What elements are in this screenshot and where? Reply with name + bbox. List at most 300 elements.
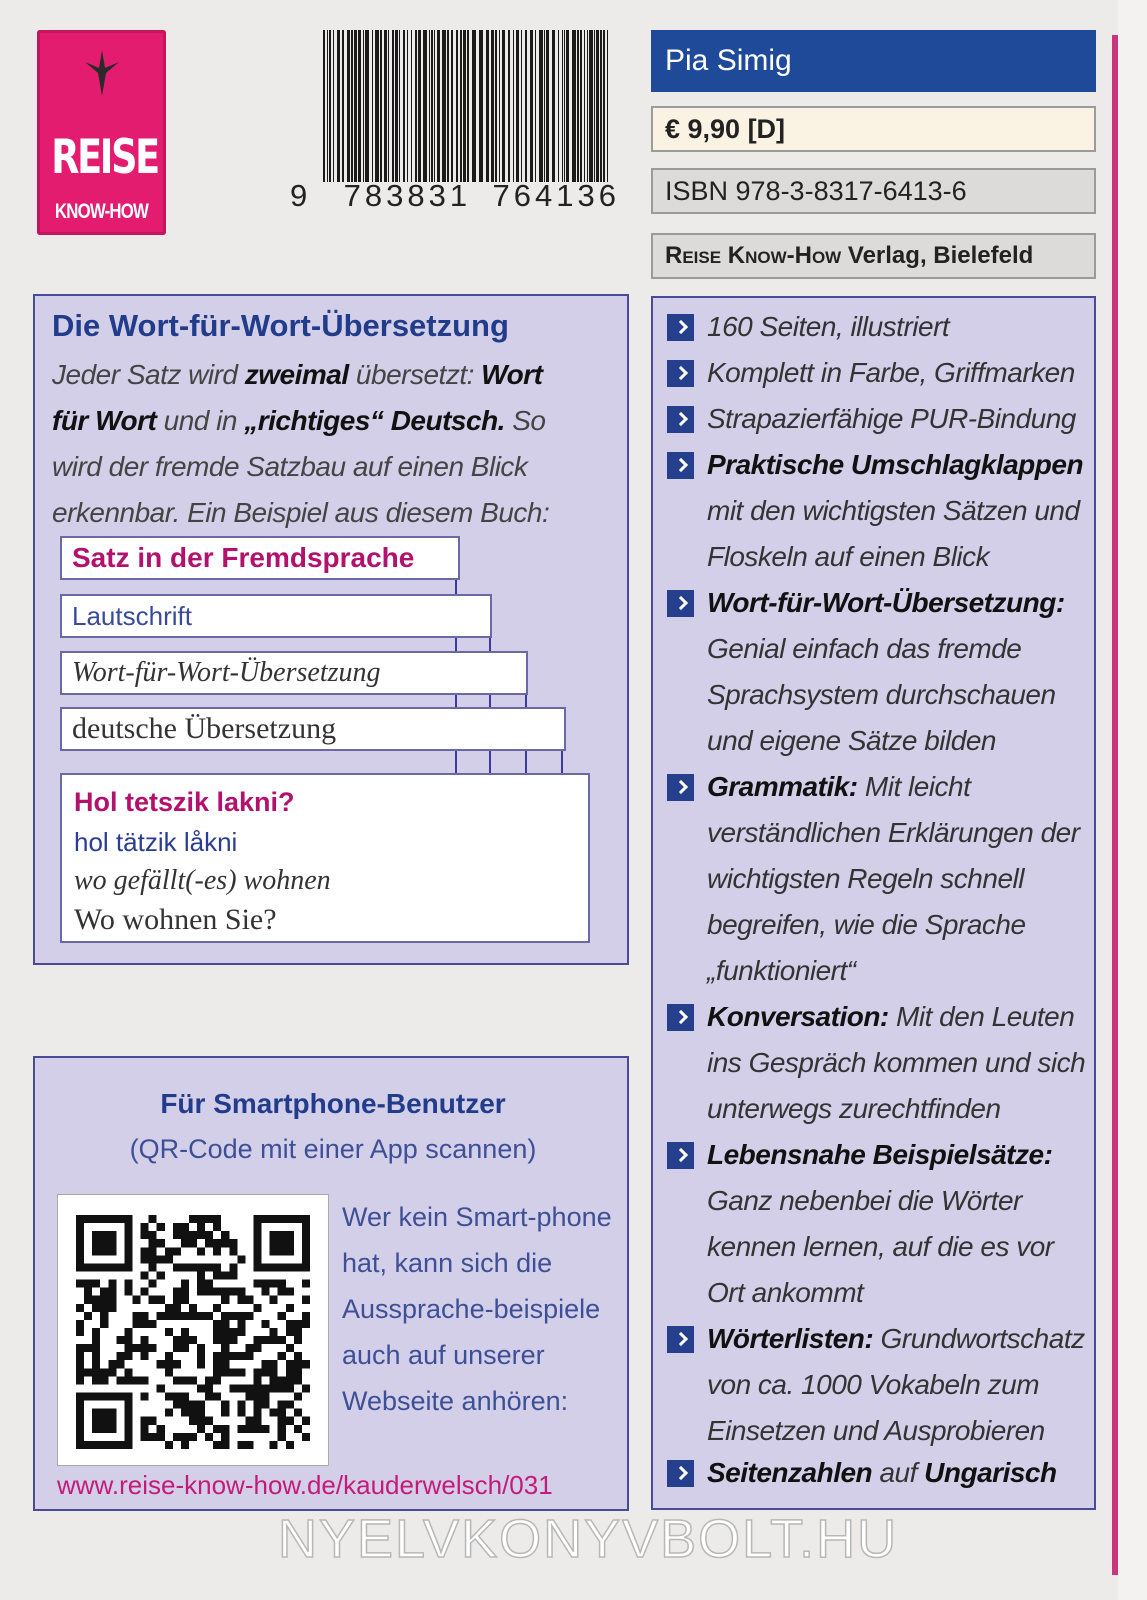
- qr-module: [76, 1255, 84, 1263]
- qr-module: [189, 1376, 197, 1384]
- qr-module: [173, 1304, 181, 1312]
- qr-module: [245, 1417, 253, 1425]
- qr-module: [278, 1384, 286, 1392]
- price: € 9,90 [D]: [665, 113, 786, 144]
- qr-module: [254, 1215, 262, 1223]
- qr-module: [302, 1255, 310, 1263]
- qr-module: [84, 1368, 92, 1376]
- chevron-right-icon: [667, 1142, 694, 1169]
- qr-module: [270, 1336, 278, 1344]
- qr-module: [278, 1409, 286, 1417]
- qr-module: [213, 1223, 221, 1231]
- barcode-bar: [486, 30, 489, 182]
- qr-module: [197, 1263, 205, 1271]
- barcode-bar: [607, 30, 608, 182]
- qr-module: [197, 1223, 205, 1231]
- qr-module: [237, 1409, 245, 1417]
- qr-module: [108, 1304, 116, 1312]
- qr-module: [197, 1247, 205, 1255]
- barcode-bar: [572, 30, 576, 182]
- qr-module: [76, 1215, 84, 1223]
- qr-module: [229, 1247, 237, 1255]
- chevron-right-icon: [667, 590, 694, 617]
- qr-module: [294, 1336, 302, 1344]
- barcode-digits-left: 783831: [343, 178, 472, 213]
- barcode-bar: [552, 30, 555, 182]
- qr-module: [254, 1344, 262, 1352]
- qr-module: [278, 1288, 286, 1296]
- qr-module: [205, 1417, 213, 1425]
- qr-module: [205, 1384, 213, 1392]
- qr-module: [76, 1304, 84, 1312]
- qr-module: [278, 1352, 286, 1360]
- feature-list: [651, 296, 1096, 1510]
- qr-module: [100, 1304, 108, 1312]
- qr-module: [181, 1409, 189, 1417]
- qr-module: [294, 1425, 302, 1433]
- qr-module: [213, 1304, 221, 1312]
- qr-module: [173, 1288, 181, 1296]
- qr-module: [141, 1417, 149, 1425]
- barcode-bar: [596, 30, 599, 182]
- barcode-bar: [323, 30, 325, 182]
- qr-module: [302, 1312, 310, 1320]
- qr-module: [221, 1288, 229, 1296]
- qr-module: [124, 1344, 132, 1352]
- barcode-bar: [375, 30, 379, 182]
- qr-module: [108, 1409, 116, 1417]
- qr-module: [108, 1296, 116, 1304]
- qr-module: [229, 1368, 237, 1376]
- qr-module: [270, 1247, 278, 1255]
- qr-module: [254, 1368, 262, 1376]
- qr-module: [262, 1215, 270, 1223]
- qr-module: [108, 1368, 116, 1376]
- feature-text: Lebensnahe Beispielsätze: Ganz nebenbei die Wörter kennen lernen, auf die es vor Ort ankommt: [707, 1139, 1054, 1308]
- qr-module: [221, 1231, 229, 1239]
- qr-module: [132, 1344, 140, 1352]
- page-margin: [1118, 0, 1147, 1600]
- qr-module: [149, 1320, 157, 1328]
- qr-module: [213, 1393, 221, 1401]
- qr-module: [116, 1393, 124, 1401]
- qr-module: [76, 1263, 84, 1271]
- feature-emphasis: Wörterlisten:: [707, 1323, 874, 1354]
- barcode-bar: [456, 30, 458, 182]
- qr-module: [124, 1368, 132, 1376]
- qr-module: [262, 1393, 270, 1401]
- qr-module: [221, 1352, 229, 1360]
- qr-module: [213, 1288, 221, 1296]
- barcode-bar: [525, 30, 527, 182]
- qr-module: [197, 1384, 205, 1392]
- qr-module: [278, 1425, 286, 1433]
- qr-module: [197, 1417, 205, 1425]
- barcode-bar: [329, 30, 331, 182]
- qr-module: [294, 1352, 302, 1360]
- qr-module: [278, 1433, 286, 1441]
- qr-module: [157, 1360, 165, 1368]
- qr-module: [157, 1384, 165, 1392]
- qr-module: [181, 1393, 189, 1401]
- qr-module: [76, 1425, 84, 1433]
- feature-text: 160 Seiten, illustriert: [707, 311, 950, 342]
- qr-module: [181, 1312, 189, 1320]
- qr-module: [165, 1393, 173, 1401]
- feature-text: Wörterlisten: Grundwortschatz von ca. 1000 Vokabeln zum Einsetzen und Ausprobieren: [707, 1323, 1085, 1446]
- qr-module: [181, 1263, 189, 1271]
- barcode-bar: [407, 30, 408, 182]
- qr-module: [100, 1239, 108, 1247]
- qr-module: [262, 1320, 270, 1328]
- feature-item: [667, 396, 1092, 442]
- barcode-bar: [495, 30, 497, 182]
- chevron-right-icon: [667, 314, 694, 341]
- qr-module: [181, 1280, 189, 1288]
- feature-emphasis: Wort-für-Wort-Übersetzung:: [707, 587, 1065, 618]
- qr-module: [173, 1393, 181, 1401]
- qr-module: [108, 1393, 116, 1401]
- qr-module: [92, 1344, 100, 1352]
- qr-module: [262, 1401, 270, 1409]
- qr-module: [229, 1288, 237, 1296]
- chevron-right-icon: [667, 406, 694, 433]
- qr-module: [108, 1441, 116, 1449]
- qr-module: [237, 1255, 245, 1263]
- qr-module: [141, 1352, 149, 1360]
- barcode-bar: [351, 30, 353, 182]
- qr-module: [84, 1280, 92, 1288]
- feature-item: [667, 764, 1092, 994]
- example-foreign: Hol tetszik lakni?: [74, 787, 295, 817]
- qr-module: [189, 1231, 197, 1239]
- qr-module: [286, 1376, 294, 1384]
- qr-module: [181, 1401, 189, 1409]
- label-word-for-word: Wort-für-Wort-Übersetzung: [60, 651, 528, 695]
- qr-module: [173, 1433, 181, 1441]
- barcode-bar: [429, 30, 430, 182]
- qr-module: [262, 1368, 270, 1376]
- qr-module: [221, 1433, 229, 1441]
- qr-module: [294, 1215, 302, 1223]
- logo-line-2: KNOW-HOW: [54, 200, 149, 223]
- qr-module: [149, 1296, 157, 1304]
- qr-module: [278, 1263, 286, 1271]
- label-foreign-sentence: Satz in der Fremdsprache: [60, 536, 460, 580]
- qr-module: [157, 1425, 165, 1433]
- qr-module: [141, 1223, 149, 1231]
- publisher-location: Verlag, Bielefeld: [847, 242, 1034, 269]
- qr-module: [92, 1296, 100, 1304]
- qr-module: [237, 1296, 245, 1304]
- qr-module: [302, 1223, 310, 1231]
- qr-module: [124, 1401, 132, 1409]
- qr-module: [197, 1271, 205, 1279]
- qr-module: [181, 1223, 189, 1231]
- qr-module: [294, 1368, 302, 1376]
- qr-module: [108, 1280, 116, 1288]
- qr-module: [141, 1231, 149, 1239]
- qr-module: [76, 1344, 84, 1352]
- qr-module: [221, 1336, 229, 1344]
- qr-module: [157, 1296, 165, 1304]
- qr-module: [254, 1223, 262, 1231]
- qr-module: [124, 1263, 132, 1271]
- qr-module: [270, 1328, 278, 1336]
- qr-module: [286, 1247, 294, 1255]
- qr-module: [181, 1231, 189, 1239]
- barcode-bar: [411, 30, 412, 182]
- qr-module: [254, 1255, 262, 1263]
- barcode-bar: [463, 30, 466, 182]
- qr-module: [254, 1231, 262, 1239]
- qr-module: [294, 1263, 302, 1271]
- qr-module: [229, 1271, 237, 1279]
- qr-module: [76, 1320, 84, 1328]
- wfw-text-3: und in: [163, 405, 237, 436]
- qr-module: [165, 1360, 173, 1368]
- qr-module: [262, 1360, 270, 1368]
- website-link[interactable]: www.reise-know-how.de/kauderwelsch/031: [57, 1470, 553, 1500]
- qr-module: [205, 1263, 213, 1271]
- qr-module: [286, 1263, 294, 1271]
- qr-module: [132, 1320, 140, 1328]
- qr-module: [197, 1344, 205, 1352]
- qr-module: [100, 1320, 108, 1328]
- qr-module: [108, 1425, 116, 1433]
- qr-module: [294, 1376, 302, 1384]
- qr-module: [76, 1360, 84, 1368]
- qr-module: [108, 1247, 116, 1255]
- qr-module: [189, 1409, 197, 1417]
- qr-module: [92, 1336, 100, 1344]
- qr-module: [181, 1336, 189, 1344]
- wfw-text-emph-1: zweimal: [244, 359, 349, 390]
- qr-module: [229, 1328, 237, 1336]
- qr-module: [205, 1312, 213, 1320]
- barcode-digits-right: 764136: [492, 178, 620, 213]
- qr-module: [270, 1280, 278, 1288]
- qr-module: [108, 1417, 116, 1425]
- qr-module: [100, 1215, 108, 1223]
- qr-module: [221, 1425, 229, 1433]
- barcode-bar: [580, 30, 582, 182]
- chevron-right-icon: [667, 774, 694, 801]
- feature-text: Praktische Umschlagklappen mit den wichtigsten Sätzen und Floskeln auf einen Blick: [707, 449, 1084, 572]
- qr-module: [132, 1296, 140, 1304]
- qr-module: [108, 1288, 116, 1296]
- qr-module: [221, 1344, 229, 1352]
- qr-module: [157, 1271, 165, 1279]
- qr-module: [237, 1312, 245, 1320]
- smartphone-text: Wer kein Smart-phone hat, kann sich die Aussprache-beispiele auch auf unserer Webseite anhören:: [342, 1202, 612, 1416]
- barcode-bar: [347, 30, 350, 182]
- qr-module: [221, 1360, 229, 1368]
- barcode-bar: [562, 30, 563, 182]
- qr-module: [270, 1215, 278, 1223]
- qr-module: [92, 1304, 100, 1312]
- qr-module: [141, 1320, 149, 1328]
- qr-module: [262, 1384, 270, 1392]
- qr-module: [213, 1215, 221, 1223]
- qr-module: [286, 1384, 294, 1392]
- qr-module: [197, 1215, 205, 1223]
- feature-item: [667, 350, 1092, 396]
- qr-module: [141, 1255, 149, 1263]
- qr-module: [270, 1368, 278, 1376]
- qr-module: [149, 1255, 157, 1263]
- qr-module: [84, 1312, 92, 1320]
- watermark: NYELVKONYVBOLT.HU: [278, 1509, 899, 1569]
- publisher-logo: [37, 30, 166, 235]
- qr-module: [181, 1376, 189, 1384]
- qr-module: [124, 1409, 132, 1417]
- qr-module: [92, 1328, 100, 1336]
- qr-module: [270, 1263, 278, 1271]
- qr-module: [237, 1441, 245, 1449]
- qr-module: [254, 1393, 262, 1401]
- qr-module: [197, 1425, 205, 1433]
- qr-module: [254, 1247, 262, 1255]
- qr-module: [76, 1280, 84, 1288]
- qr-module: [197, 1231, 205, 1239]
- qr-module: [302, 1296, 310, 1304]
- qr-module: [141, 1312, 149, 1320]
- barcode-bar: [337, 30, 340, 182]
- qr-module: [278, 1376, 286, 1384]
- chevron-right-icon: [667, 1004, 694, 1031]
- qr-code[interactable]: [76, 1215, 310, 1449]
- qr-module: [173, 1312, 181, 1320]
- qr-module: [92, 1368, 100, 1376]
- qr-module: [197, 1352, 205, 1360]
- label-german-translation: deutsche Übersetzung: [60, 707, 566, 751]
- feature-item: [667, 1316, 1092, 1454]
- qr-module: [302, 1360, 310, 1368]
- feature-text: Seitenzahlen auf Ungarisch: [707, 1457, 1057, 1488]
- qr-module: [286, 1417, 294, 1425]
- feature-item: [667, 580, 1092, 764]
- barcode-bar: [395, 30, 398, 182]
- qr-module: [157, 1255, 165, 1263]
- qr-module: [221, 1320, 229, 1328]
- qr-module: [76, 1376, 84, 1384]
- qr-module: [76, 1441, 84, 1449]
- qr-module: [286, 1401, 294, 1409]
- qr-module: [245, 1296, 253, 1304]
- qr-module: [124, 1280, 132, 1288]
- barcode-bar: [388, 30, 389, 182]
- barcode-bar: [502, 30, 505, 182]
- barcode-bar: [418, 30, 421, 182]
- qr-module: [278, 1215, 286, 1223]
- ean-barcode: [323, 30, 611, 182]
- qr-module: [165, 1328, 173, 1336]
- qr-module: [173, 1263, 181, 1271]
- chevron-right-icon: [667, 360, 694, 387]
- qr-module: [100, 1288, 108, 1296]
- qr-module: [92, 1280, 100, 1288]
- price-box: [651, 106, 1096, 152]
- qr-module: [124, 1247, 132, 1255]
- qr-module: [76, 1239, 84, 1247]
- qr-module: [165, 1409, 173, 1417]
- qr-module: [76, 1417, 84, 1425]
- qr-module: [149, 1344, 157, 1352]
- qr-module: [84, 1393, 92, 1401]
- qr-module: [278, 1401, 286, 1409]
- barcode-bar: [587, 30, 588, 182]
- barcode-bar: [354, 30, 357, 182]
- barcode-bar: [516, 30, 519, 182]
- qr-module: [294, 1393, 302, 1401]
- qr-module: [116, 1352, 124, 1360]
- qr-module: [189, 1417, 197, 1425]
- feature-emphasis: Lebensnahe Beispielsätze:: [707, 1139, 1053, 1170]
- qr-module: [189, 1433, 197, 1441]
- qr-module: [189, 1401, 197, 1409]
- qr-module: [205, 1288, 213, 1296]
- qr-module: [92, 1425, 100, 1433]
- chevron-right-icon: [667, 452, 694, 479]
- qr-module: [124, 1425, 132, 1433]
- smartphone-title: Für Smartphone-Benutzer: [160, 1088, 506, 1119]
- qr-module: [270, 1360, 278, 1368]
- barcode-bar: [333, 30, 334, 182]
- qr-module: [108, 1360, 116, 1368]
- wfw-text-4: So wird der fremde Satzbau auf einen Blick erkennbar. Ein Beispiel aus diesem Buch:: [52, 405, 550, 528]
- qr-module: [237, 1328, 245, 1336]
- qr-module: [124, 1417, 132, 1425]
- qr-module: [286, 1239, 294, 1247]
- qr-module: [205, 1393, 213, 1401]
- qr-module: [221, 1328, 229, 1336]
- qr-module: [108, 1231, 116, 1239]
- barcode-bar: [546, 30, 549, 182]
- qr-module: [213, 1239, 221, 1247]
- qr-module: [197, 1288, 205, 1296]
- qr-module: [76, 1223, 84, 1231]
- wfw-description: [52, 352, 572, 536]
- qr-module: [173, 1376, 181, 1384]
- qr-module: [213, 1336, 221, 1344]
- qr-module: [278, 1239, 286, 1247]
- qr-module: [173, 1231, 181, 1239]
- qr-module: [270, 1409, 278, 1417]
- qr-module: [157, 1433, 165, 1441]
- feature-item: [667, 994, 1092, 1132]
- qr-module: [213, 1441, 221, 1449]
- barcode-digit-lead: 9: [290, 178, 309, 213]
- qr-module: [132, 1312, 140, 1320]
- qr-module: [92, 1417, 100, 1425]
- qr-module: [124, 1255, 132, 1263]
- qr-module: [149, 1433, 157, 1441]
- barcode-bar: [584, 30, 585, 182]
- barcode-bar: [600, 30, 602, 182]
- example-word-for-word: wo gefällt(-es) wohnen: [74, 865, 331, 896]
- barcode-bar: [358, 30, 361, 182]
- qr-module: [76, 1352, 84, 1360]
- qr-module: [302, 1384, 310, 1392]
- qr-module: [116, 1263, 124, 1271]
- barcode-bar: [392, 30, 394, 182]
- qr-module: [213, 1352, 221, 1360]
- qr-module: [254, 1384, 262, 1392]
- qr-module: [221, 1271, 229, 1279]
- qr-module: [221, 1368, 229, 1376]
- barcode-bar: [508, 30, 510, 182]
